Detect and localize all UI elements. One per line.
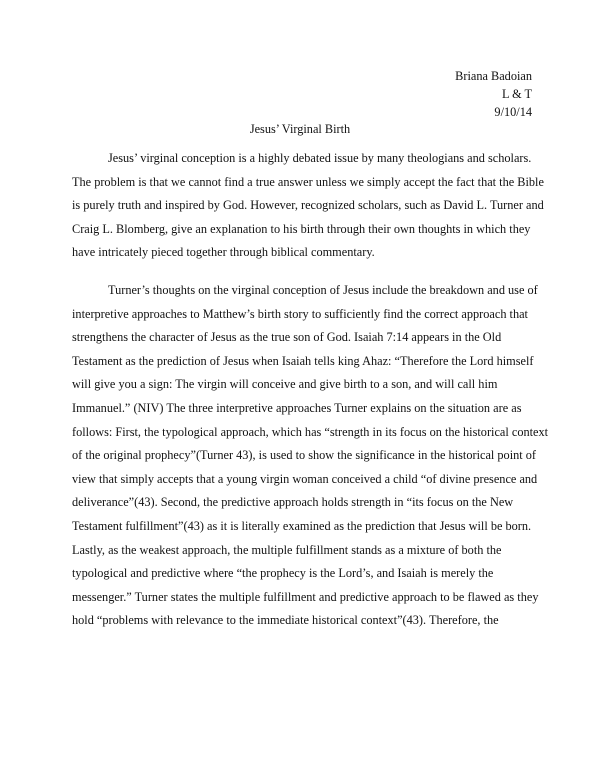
text-line: of the original prophecy”(Turner 43), is used to show the significance in the historical point of	[72, 448, 536, 463]
text-line: The problem is that we cannot find a true answer unless we simply accept the fact that the Bible	[72, 174, 544, 189]
document-date: 9/10/14	[494, 105, 532, 120]
text-line: strengthens the character of Jesus as the true son of God. Isaiah 7:14 appears in the Old	[72, 330, 502, 345]
text-line: Testament as the prediction of Jesus when Isaiah tells king Ahaz: “Therefore the Lord himself	[72, 353, 534, 368]
text-line: Testament fulfillment”(43) as it is literally examined as the prediction that Jesus will be born.	[72, 519, 532, 533]
author-name: Briana Badoian	[455, 69, 532, 83]
text-line: Craig L. Blomberg, give an explanation to his birth through their own thoughts in which they	[72, 221, 531, 236]
text-line: Turner’s thoughts on the virginal conception of Jesus include the breakdown and use of	[108, 283, 538, 297]
text-line: hold “problems with relevance to the immediate historical context”(43). Therefore, the	[72, 613, 499, 628]
text-line: Lastly, as the weakest approach, the multiple fulfillment stands as a mixture of both the	[72, 542, 502, 557]
text-line: Jesus’ virginal conception is a highly debated issue by many theologians and scholars.	[108, 151, 532, 165]
text-line: view that simply accepts that a young virgin woman conceived a child “of divine presence and	[72, 471, 538, 486]
text-line: follows: First, the typological approach, which has “strength in its focus on the historical context	[72, 424, 549, 439]
text-line: Immanuel.” (NIV) The three interpretive approaches Turner explains on the situation are as	[72, 401, 522, 415]
text-line: interpretive approaches to Matthew’s birth story to sufficiently find the correct approach that	[72, 306, 528, 321]
text-line: typological and predictive where “the prophecy is the Lord’s, and Isaiah is merely the	[72, 566, 494, 581]
text-line: deliverance”(43). Second, the predictive approach holds strength in “its focus on the New	[72, 495, 514, 510]
document-title: Jesus’ Virginal Birth	[249, 122, 351, 136]
text-line: is purely truth and inspired by God. However, recognized scholars, such as David L. Turner and	[72, 198, 544, 212]
text-line: have intricately pieced together through biblical commentary.	[72, 245, 375, 259]
text-line: will give you a sign: The virgin will conceive and give birth to a son, and will call him	[72, 377, 498, 392]
text-line: messenger.” Turner states the multiple fulfillment and predictive approach to be flawed as they	[72, 589, 539, 604]
course-name: L & T	[501, 87, 532, 102]
author-header	[455, 67, 532, 122]
